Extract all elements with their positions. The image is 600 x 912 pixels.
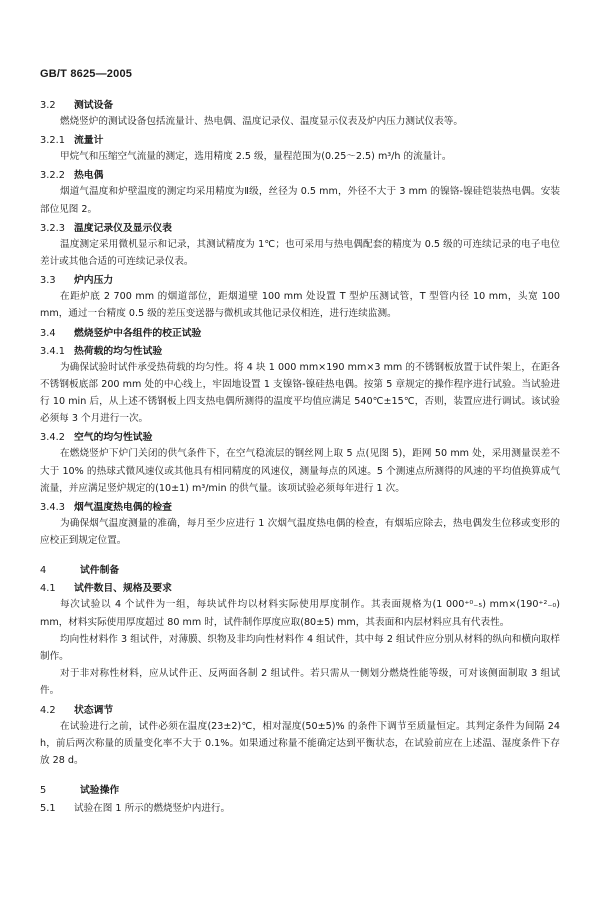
section-number: 3.2.1 (40, 135, 65, 147)
section-heading (40, 783, 560, 798)
document-body (40, 98, 560, 816)
section-number: 3.3 (40, 275, 56, 287)
section-s4-1 (40, 581, 560, 699)
section-number: 4.1 (40, 583, 56, 595)
section-s5 (40, 783, 560, 798)
section-number: 3.2.3 (40, 222, 65, 234)
section-heading (40, 221, 560, 236)
section-s4 (40, 563, 560, 578)
section-title: 流量计 (74, 135, 104, 147)
section-title: 状态调节 (74, 704, 114, 716)
section-s3-4-2 (40, 430, 560, 497)
section-title: 测试设备 (74, 100, 114, 111)
section-title: 燃烧竖炉中各组件的校正试验 (74, 327, 202, 339)
section-heading (40, 703, 560, 718)
section-title: 空气的均匀性试验 (74, 432, 153, 444)
section-title: 烟气温度热电偶的检查 (74, 502, 172, 514)
section-s3-2 (40, 98, 560, 130)
section-heading (40, 500, 560, 515)
paragraph: 为确保试验时试件承受热荷载的均匀性。将 4 块 1 000 mm×190 mm×3 mm 的不锈钢板放置于试件架上，在距各不锈钢板底部 200 mm 处的中心线上，牢固地设置 1 支镍铬-镍硅热电偶。按第 5 章规定的操作程序进行试验。当试验进行 10 min 后，从上述不锈钢板上四支热电偶所测得的温度平均值应满足 540℃±15℃，否则，装置应进行调试。该试验必须每 3 个月进行一次。 (40, 361, 560, 425)
clause-5-1 (40, 801, 560, 816)
paragraph: 均向性材料作 3 组试件，对薄膜、织物及非均向性材料作 4 组试件，其中每 2 组试件应分别从材料的纵向和横向取样制作。 (40, 633, 560, 663)
paragraph: 每次试验以 4 个试件为一组，每块试件均以材料实际使用厚度制作。其表面规格为(1 000⁺⁰₋₅) mm×(190⁺²₋₀) mm，材料实际使用厚度超过 80 mm 时，试件制作厚度应取(80±5) mm，其表面和内层材料应具有代表性。 (40, 599, 560, 628)
clause-text: 试验在图 1 所示的燃烧竖炉内进行。 (74, 803, 231, 815)
paragraph: 对于非对称性材料，应从试件正、反两面各制 2 组试件。若只需从一侧划分燃烧性能等级，可对该侧面制取 3 组试件。 (40, 668, 560, 697)
section-title: 试验操作 (80, 785, 120, 797)
paragraph: 烟道气温度和炉壁温度的测定均采用精度为Ⅱ级，丝径为 0.5 mm，外径不大于 3 mm 的镍铬-镍硅铠装热电偶。安装部位见图 2。 (40, 186, 560, 215)
section-number: 3.2 (40, 100, 56, 111)
section-number: 3.2.2 (40, 170, 65, 182)
section-s3-3 (40, 273, 560, 322)
paragraph: 为确保烟气温度测量的准确，每月至少应进行 1 次烟气温度热电偶的检查，有烟垢应除去，热电偶发生位移或变形的应校正到规定位置。 (40, 518, 560, 547)
section-number: 3.4.2 (40, 432, 65, 444)
section-number: 4 (40, 565, 47, 577)
section-heading (40, 326, 560, 341)
paragraph: 燃烧竖炉的测试设备包括流量计、热电偶、温度记录仪、温度显示仪表及炉内压力测试仪表等。 (60, 116, 463, 127)
section-heading (40, 133, 560, 148)
section-s3-4-1 (40, 344, 560, 428)
section-heading (40, 98, 560, 113)
section-s3-4-3 (40, 500, 560, 549)
section-title: 炉内压力 (74, 275, 114, 287)
section-title: 热荷载的均匀性试验 (74, 345, 163, 357)
section-number: 3.4.1 (40, 345, 65, 357)
section-s3-2-1 (40, 133, 560, 165)
section-number: 5 (40, 785, 47, 797)
section-heading (40, 581, 560, 596)
paragraph: 在燃烧竖炉下炉门关闭的供气条件下，在空气稳流层的钢丝网上取 5 点(见图 5)，距网 50 mm 处，采用测量误差不大于 10% 的热球式微风速仪或其他具有相同精度的风速仪，测量每点的风速。5 个测速点所测得的风速的平均值换算成气流量，并应满足竖炉规定的(10±1) m³/min 的供气量。该项试验必须每年进行 1 次。 (40, 448, 560, 494)
section-heading (40, 344, 560, 359)
section-heading (40, 168, 560, 183)
section-title: 温度记录仪及显示仪表 (74, 222, 172, 234)
section-s5-1 (40, 801, 560, 816)
section-title: 热电偶 (74, 170, 104, 182)
section-title: 试件制备 (80, 565, 120, 577)
paragraph: 在距炉底 2 700 mm 的烟道部位，距烟道壁 100 mm 处设置 T 型炉压测试管，T 型管内径 10 mm，头宽 100 mm，通过一台精度 0.5 级的差压变送器与微机或其他记录仪相连，进行连续监测。 (40, 291, 560, 320)
section-s3-4 (40, 326, 560, 341)
section-number: 3.4 (40, 327, 56, 339)
paragraph: 在试验进行之前，试件必须在温度(23±2)℃，相对湿度(50±5)% 的条件下调节至质量恒定。其判定条件为间隔 24 h，前后两次称量的质量变化率不大于 0.1%。如果通过称量不能确定达到平衡状态，在试验前应在上述温、湿度条件下存放 28 d。 (40, 720, 560, 767)
paragraph: 温度测定采用微机显示和记录，其测试精度为 1℃；也可采用与热电偶配套的精度为 0.5 级的可连续记录的电子电位差计或其他合适的可连续记录仪表。 (40, 238, 560, 268)
section-number: 4.2 (40, 704, 56, 716)
section-number: 3.4.3 (40, 502, 65, 514)
standard-number: GB/T 8625—2005 (40, 68, 133, 80)
section-s4-2 (40, 703, 560, 770)
section-heading (40, 430, 560, 445)
paragraph: 甲烷气和压缩空气流量的测定，选用精度 2.5 级，量程范围为(0.25～2.5) m³/h 的流量计。 (60, 151, 452, 163)
section-s3-2-3 (40, 221, 560, 270)
section-title: 试件数目、规格及要求 (74, 583, 172, 595)
section-s3-2-2 (40, 168, 560, 217)
clause-number: 5.1 (40, 803, 56, 815)
section-heading (40, 273, 560, 288)
section-heading (40, 563, 560, 578)
